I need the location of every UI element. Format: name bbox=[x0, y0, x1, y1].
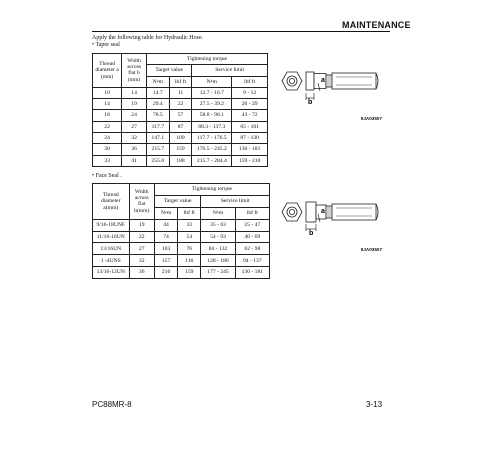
table-cell: 130 - 181 bbox=[235, 267, 269, 279]
table-cell: 33 bbox=[178, 219, 201, 231]
table-cell: 216 bbox=[154, 267, 177, 279]
table-cell: 74 bbox=[154, 231, 177, 243]
header-unit-nm: N•m bbox=[147, 76, 170, 87]
table-row bbox=[93, 110, 268, 121]
face-seal-rows bbox=[93, 219, 270, 278]
table-cell: 176.5 - 245.2 bbox=[192, 144, 232, 155]
table-cell: 9/16-18UNF bbox=[93, 219, 130, 231]
table-row bbox=[93, 87, 268, 98]
table-cell: 19 bbox=[122, 99, 147, 110]
table-cell: 88.3 - 137.3 bbox=[192, 121, 232, 132]
taper-seal-bullet: • Taper seal bbox=[92, 42, 120, 48]
table-cell: 84 - 132 bbox=[201, 243, 235, 255]
header-target-value: Target value bbox=[154, 195, 200, 207]
figure-label-a: a bbox=[321, 208, 325, 215]
hose-fitting-drawing bbox=[276, 53, 386, 123]
table-cell: 147.1 bbox=[147, 133, 170, 144]
table-cell: 58.8 - 98.1 bbox=[192, 110, 232, 121]
table-cell: 41 bbox=[122, 155, 147, 166]
table-cell: 1 -4UNS bbox=[93, 255, 130, 267]
table-cell: 117.7 bbox=[147, 121, 170, 132]
table-row bbox=[93, 255, 270, 267]
table-row bbox=[93, 243, 270, 255]
header-service-limit: Service limit bbox=[201, 195, 270, 207]
header-unit-nm: N•m bbox=[154, 207, 177, 219]
table-cell: 78.5 bbox=[147, 110, 170, 121]
table-cell: 22 bbox=[169, 99, 192, 110]
table-cell: 109 bbox=[169, 133, 192, 144]
table-cell: 18 bbox=[93, 110, 122, 121]
table-cell: 27 bbox=[129, 243, 154, 255]
table-cell: 177 - 245 bbox=[201, 267, 235, 279]
header-width-across-flat: Width across flat b (mm) bbox=[122, 54, 147, 88]
table-cell: 32 bbox=[122, 133, 147, 144]
table-row bbox=[93, 121, 268, 132]
table-cell: 35 - 63 bbox=[201, 219, 235, 231]
header-width-across-flat: Width across flat b(mm) bbox=[129, 184, 154, 220]
figure-caption: 9JA03507 bbox=[360, 247, 382, 252]
taper-seal-figure bbox=[276, 53, 386, 123]
header-unit-lbfft: lbf ft bbox=[235, 207, 269, 219]
face-seal-bullet: • Face Seal . bbox=[92, 173, 122, 179]
table-cell: 14.7 bbox=[147, 87, 170, 98]
face-seal-table bbox=[92, 183, 270, 279]
table-cell: 54 bbox=[178, 231, 201, 243]
table-cell: 43 - 72 bbox=[232, 110, 268, 121]
header-thread-diameter: Thread diameter a (mm) bbox=[93, 54, 122, 88]
table-cell: 130 - 181 bbox=[232, 144, 268, 155]
table-cell: 36 bbox=[122, 144, 147, 155]
table-cell: 87 - 130 bbox=[232, 133, 268, 144]
table-cell: 65 - 101 bbox=[232, 121, 268, 132]
taper-seal-table bbox=[92, 53, 268, 167]
taper-seal-rows bbox=[93, 87, 268, 166]
header-unit-lbfft: lbf ft bbox=[169, 76, 192, 87]
header-unit-lbfft: lbf ft bbox=[232, 76, 268, 87]
page-header-title: MAINTENANCE bbox=[342, 20, 411, 30]
table-cell: 159 bbox=[169, 144, 192, 155]
table-cell: 215.7 - 284.4 bbox=[192, 155, 232, 166]
header-target-value: Target value bbox=[147, 65, 192, 76]
table-cell: 36 bbox=[129, 267, 154, 279]
table-cell: 33 bbox=[93, 155, 122, 166]
footer-page-number: 3-13 bbox=[366, 400, 383, 409]
table-cell: 116 bbox=[178, 255, 201, 267]
table-cell: 94 - 137 bbox=[235, 255, 269, 267]
table-cell: 11/16-16UN bbox=[93, 231, 130, 243]
table-cell: 44 bbox=[154, 219, 177, 231]
figure-label-a: a bbox=[321, 77, 325, 84]
table-cell: 13/16UN bbox=[93, 243, 130, 255]
table-row bbox=[93, 267, 270, 279]
header-rule bbox=[92, 31, 390, 32]
table-cell: 76 bbox=[178, 243, 201, 255]
table-cell: 215.7 bbox=[147, 144, 170, 155]
table-cell: 24 bbox=[93, 133, 122, 144]
table-cell: 87 bbox=[169, 121, 192, 132]
header-unit-nm: N•m bbox=[201, 207, 235, 219]
header-thread-diameter: Thread diameter a(mm) bbox=[93, 184, 130, 220]
table-cell: 14 bbox=[93, 99, 122, 110]
header-unit-lbfft: lbf ft bbox=[178, 207, 201, 219]
header-unit-nm: N•m bbox=[192, 76, 232, 87]
table-cell: 40 - 69 bbox=[235, 231, 269, 243]
table-cell: 62 - 98 bbox=[235, 243, 269, 255]
table-cell: 117.7 - 176.5 bbox=[192, 133, 232, 144]
table-cell: 9 - 12 bbox=[232, 87, 268, 98]
table-cell: 25 - 47 bbox=[235, 219, 269, 231]
table-cell: 11 bbox=[169, 87, 192, 98]
figure-caption: 9JA03507 bbox=[360, 116, 382, 121]
table-cell: 188 bbox=[169, 155, 192, 166]
table-row bbox=[93, 219, 270, 231]
table-cell: 22 bbox=[129, 231, 154, 243]
table-cell: 10 bbox=[93, 87, 122, 98]
table-row bbox=[93, 144, 268, 155]
table-cell: 157 bbox=[154, 255, 177, 267]
hose-fitting-drawing bbox=[276, 184, 386, 254]
table-cell: 27 bbox=[122, 121, 147, 132]
table-cell: 24 bbox=[122, 110, 147, 121]
table-cell: 103 bbox=[154, 243, 177, 255]
table-cell: 159 bbox=[178, 267, 201, 279]
table-cell: 57 bbox=[169, 110, 192, 121]
intro-text: Apply the following table for Hydraulic Hose. bbox=[92, 35, 204, 41]
table-cell: 14 bbox=[122, 87, 147, 98]
table-cell: 30 bbox=[93, 144, 122, 155]
face-seal-figure bbox=[276, 184, 386, 254]
table-cell: 32 bbox=[129, 255, 154, 267]
table-cell: 12.7 - 16.7 bbox=[192, 87, 232, 98]
table-cell: 128 - 186 bbox=[201, 255, 235, 267]
figure-label-b: b bbox=[309, 230, 314, 237]
header-tightening-torque: Tightening torque bbox=[154, 184, 269, 196]
header-tightening-torque: Tightening torque bbox=[147, 54, 268, 65]
figure-label-b: b bbox=[308, 99, 313, 106]
table-cell: 22 bbox=[93, 121, 122, 132]
table-cell: 20 - 29 bbox=[232, 99, 268, 110]
table-cell: 255.0 bbox=[147, 155, 170, 166]
table-cell: 13/16-12UN bbox=[93, 267, 130, 279]
table-row bbox=[93, 231, 270, 243]
table-row bbox=[93, 133, 268, 144]
table-cell: 29.4 bbox=[147, 99, 170, 110]
table-row bbox=[93, 155, 268, 166]
header-service-limit: Service limit bbox=[192, 65, 268, 76]
table-cell: 19 bbox=[129, 219, 154, 231]
table-cell: 159 - 210 bbox=[232, 155, 268, 166]
table-cell: 27.5 - 39.2 bbox=[192, 99, 232, 110]
footer-model: PC88MR-8 bbox=[92, 400, 132, 409]
table-cell: 54 - 93 bbox=[201, 231, 235, 243]
table-row bbox=[93, 99, 268, 110]
